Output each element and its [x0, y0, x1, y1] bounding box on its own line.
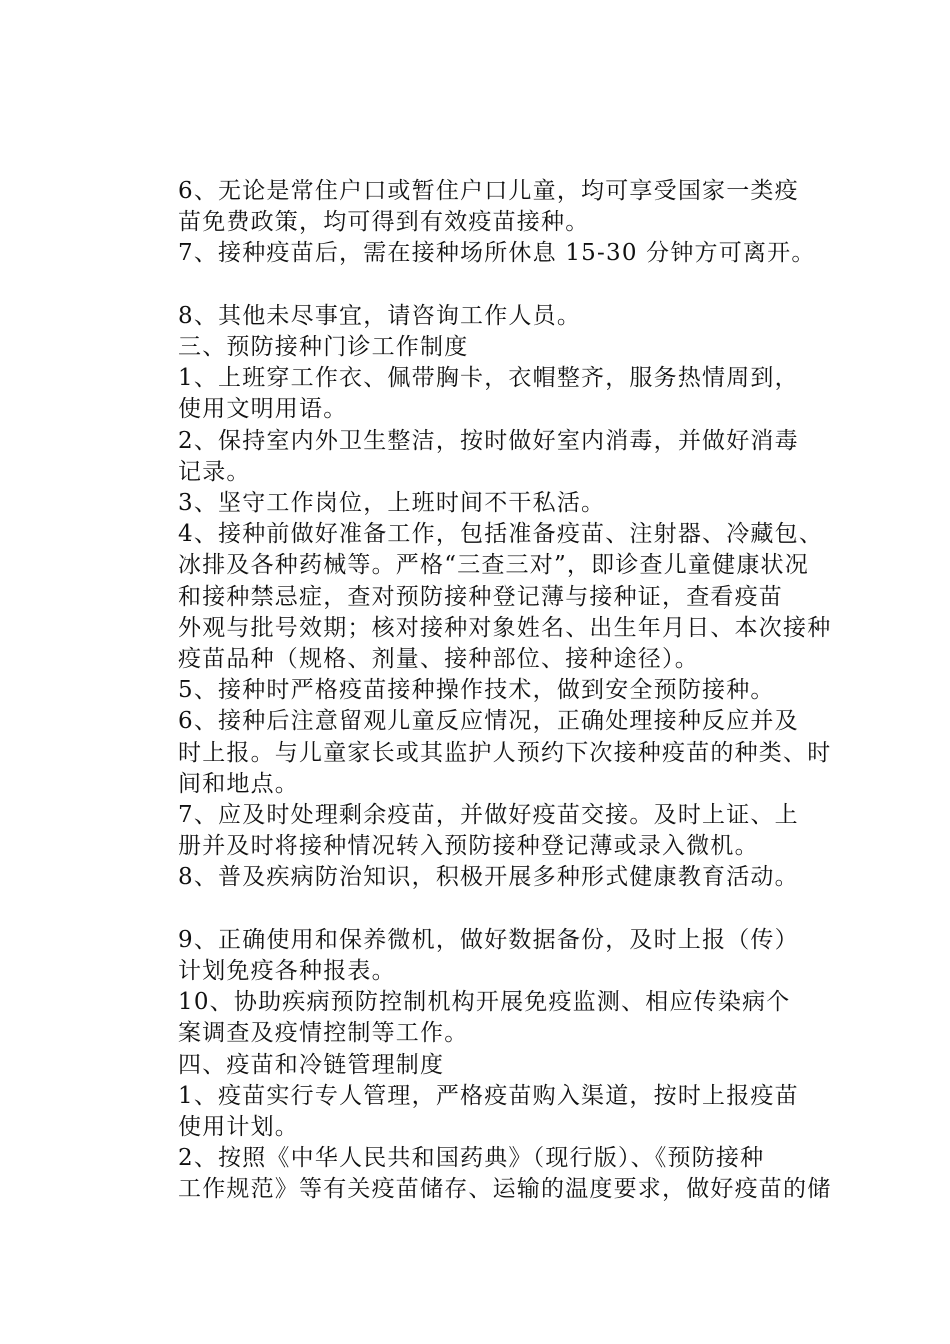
paragraph	[130, 176, 835, 238]
paragraph	[130, 925, 835, 987]
text-line: 9、正确使用和保养微机，做好数据备份，及时上报（传）	[178, 926, 799, 953]
text-line: 2、保持室内外卫生整洁，按时做好室内消毒，并做好消毒	[178, 427, 799, 454]
text-line: 5、接种时严格疫苗接种操作技术，做到安全预防接种。	[178, 677, 775, 704]
paragraph	[130, 675, 835, 706]
text-line: 计划免疫各种报表。	[178, 958, 396, 985]
paragraph	[130, 706, 835, 800]
text-line: 册并及时将接种情况转入预防接种登记薄或录入微机。	[178, 833, 759, 860]
paragraph	[130, 332, 835, 363]
text-line: 三、预防接种门诊工作制度	[178, 334, 469, 360]
text-line: 间和地点。	[178, 770, 299, 797]
text-line: 8、普及疾病防治知识，积极开展多种形式健康教育活动。	[178, 864, 799, 891]
text-line: 疫苗品种（规格、剂量、接种部位、接种途径）。	[178, 646, 699, 673]
text-line: 3、坚守工作岗位，上班时间不干私活。	[178, 490, 606, 517]
text-line: 1、上班穿工作衣、佩带胸卡，衣帽整齐，服务热情周到，	[178, 365, 799, 392]
paragraph	[130, 488, 835, 519]
paragraph	[130, 519, 835, 581]
paragraph	[130, 238, 835, 269]
text-line: 1、疫苗实行专人管理，严格疫苗购入渠道，按时上报疫苗	[178, 1082, 799, 1109]
text-line: 使用计划。	[178, 1114, 299, 1141]
text-line: 时上报。与儿童家长或其监护人预约下次接种疫苗的种类、时	[178, 739, 832, 766]
blank-line	[130, 270, 835, 301]
text-line: 2、按照《中华人民共和国药典》（现行版）、《预防接种	[178, 1145, 765, 1172]
paragraph	[130, 800, 835, 862]
text-line: 苗免费政策，均可得到有效疫苗接种。	[178, 209, 590, 236]
paragraph	[130, 1050, 835, 1081]
paragraph	[130, 301, 835, 332]
paragraph	[130, 1081, 835, 1143]
text-line: 6、无论是常住户口或暂住户口儿童，均可享受国家一类疫	[178, 178, 799, 204]
text-line: 10、协助疾病预防控制机构开展免疫监测、相应传染病个	[178, 989, 791, 1016]
text-line: 和接种禁忌症，查对预防接种登记薄与接种证，查看疫苗	[178, 583, 783, 610]
text-line: 8、其他未尽事宜，请咨询工作人员。	[178, 302, 582, 329]
document-body	[130, 176, 835, 1206]
text-line: 四、疫苗和冷链管理制度	[178, 1051, 445, 1078]
blank-line	[130, 894, 835, 925]
text-line: 使用文明用语。	[178, 396, 348, 423]
text-line: 外观与批号效期；核对接种对象姓名、出生年月日、本次接种	[178, 614, 832, 641]
paragraph	[130, 1143, 835, 1205]
text-line: 4、接种前做好准备工作，包括准备疫苗、注射器、冷藏包、	[178, 521, 824, 548]
paragraph	[130, 987, 835, 1049]
text-line: 7、接种疫苗后，需在接种场所休息 15-30 分钟方可离开。	[178, 240, 816, 267]
text-line: 冰排及各种药械等。严格“三查三对”，即诊查儿童健康状况	[178, 552, 809, 579]
paragraph	[130, 363, 835, 425]
text-line: 6、接种后注意留观儿童反应情况，正确处理接种反应并及	[178, 708, 799, 735]
text-line: 工作规范》等有关疫苗储存、运输的温度要求，做好疫苗的储	[178, 1176, 832, 1203]
paragraph	[130, 862, 835, 893]
text-line: 7、应及时处理剩余疫苗，并做好疫苗交接。及时上证、上	[178, 802, 799, 829]
text-line: 记录。	[178, 458, 251, 485]
paragraph	[130, 582, 835, 676]
text-line: 案调查及疫情控制等工作。	[178, 1020, 469, 1047]
paragraph	[130, 426, 835, 488]
